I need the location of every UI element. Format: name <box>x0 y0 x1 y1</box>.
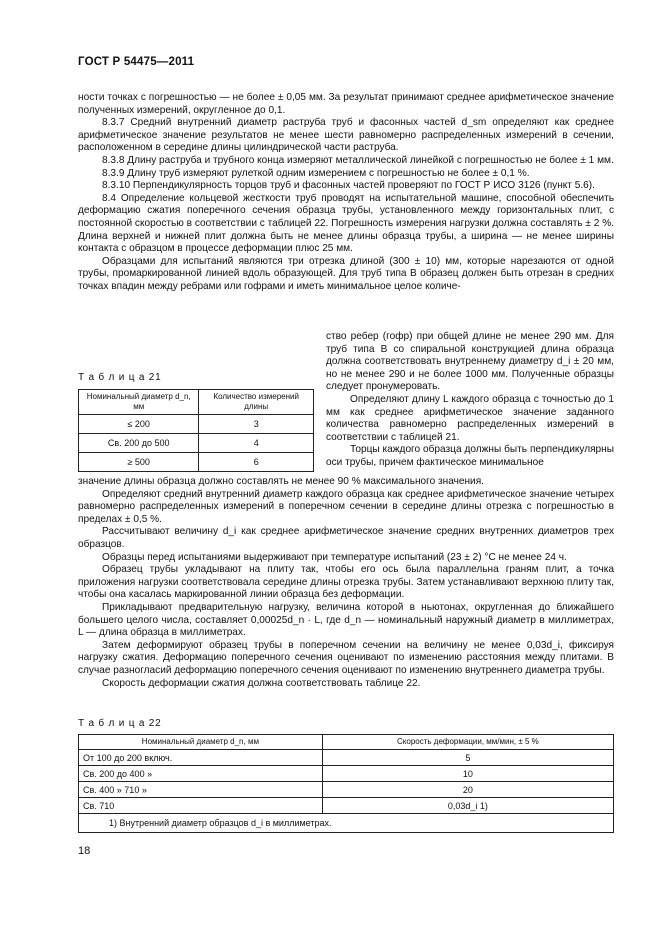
paragraph: Образцы перед испытаниями выдерживают при температуре испытаний (23 ± 2) °С не менее 24 ч. <box>102 551 567 563</box>
table21-header-diameter: Номинальный диаметр d_n, мм <box>79 390 199 415</box>
bottom-text-block <box>78 476 614 690</box>
paragraph: Определяют средний внутренний диаметр каждого образца как среднее арифметическое значение четырех равномерно распределенных измерений в поперечном сечении в середине длины отрезка с погрешностью в пределах ± 0,5 %. <box>78 488 614 525</box>
table-row <box>79 750 614 766</box>
table-cell: 10 <box>322 766 613 782</box>
paragraph: Скорость деформации сжатия должна соответствовать таблице 22. <box>102 677 421 689</box>
paragraph: 8.3.9 Длину труб измеряют рулеткой одним измерением с погрешностью не более ± 0,1 %. <box>102 167 530 179</box>
table-cell: Св. 400 » 710 » <box>79 782 323 798</box>
table-cell: От 100 до 200 включ. <box>79 750 323 766</box>
paragraph: ности точках с погрешностью — не более ± 0,05 мм. За результат принимают среднее арифметическое значение полученных измерений, округленное до 0,1. <box>78 92 614 116</box>
table-row <box>79 453 314 472</box>
table-cell: ≥ 500 <box>79 453 199 472</box>
wrapped-text-block <box>326 331 614 470</box>
table-row <box>79 415 314 434</box>
table-cell: Св. 710 <box>79 798 323 814</box>
paragraph: Затем деформируют образец трубы в поперечном сечении на величину не менее 0,03d_i, фиксируя нагрузку сжатия. Деформацию поперечного сечения оценивают по изменению расстояния между плитами. В случае разногласий деформацию поперечного сечения оценивают по изменению внутреннего диаметра трубы. <box>78 639 614 676</box>
table-21 <box>78 389 314 472</box>
document-header: ГОСТ Р 54475—2011 <box>78 56 195 68</box>
top-text-block <box>78 92 614 294</box>
paragraph: 8.3.8 Длину раструба и трубного конца измеряют металлической линейкой с погрешностью не более ± 1 мм. <box>102 154 614 166</box>
paragraph: ство ребер (гофр) при общей длине не менее 290 мм. Для труб типа В со спиральной конструкцией длина образца должна соответствовать внутреннему диаметру d_i ± 20 мм, но не менее 290 и не более 1000 мм. Полученные образцы следует пронумеровать. <box>326 331 614 393</box>
table-cell: 5 <box>322 750 613 766</box>
table22-header-diameter: Номинальный диаметр d_n, мм <box>79 735 323 750</box>
table22-header-speed: Скорость деформации, мм/мин, ± 5 % <box>322 735 613 750</box>
table-row <box>79 782 614 798</box>
table-cell: 0,03d_i 1) <box>322 798 613 814</box>
table-row <box>79 798 614 814</box>
paragraph: Рассчитывают величину d_i как среднее арифметическое значение средних внутренних диаметров трех образцов. <box>78 526 614 550</box>
table-cell: 20 <box>322 782 613 798</box>
page-number: 18 <box>78 845 91 857</box>
table-cell: 6 <box>199 453 314 472</box>
table-22 <box>78 734 614 833</box>
table-cell: Св. 200 до 500 <box>79 434 199 453</box>
paragraph: Торцы каждого образца должны быть перпендикулярны оси трубы, причем фактическое минимальное <box>326 444 614 468</box>
table-row <box>79 766 614 782</box>
table21-caption: Т а б л и ц а 21 <box>78 372 162 383</box>
table-cell: 4 <box>199 434 314 453</box>
paragraph: Образцами для испытаний являются три отрезка длиной (300 ± 10) мм, которые нарезаются от одной трубы, промаркированной линией вдоль образующей. Для труб типа В образец должен быть отрезан в средних точках впадин между ребрами или гофрами и иметь минимальное целое количе- <box>78 255 614 292</box>
table-row <box>79 434 314 453</box>
paragraph: значение длины образца должно составлять не менее 90 % максимального значения. <box>78 476 484 487</box>
paragraph: Прикладывают предварительную нагрузку, величина которой в ньютонах, округленная до ближайшего большего целого числа, составляет 0,00025d_n · L, где d_n — номинальный наружный диаметр в миллиметрах, L — длина образца в миллиметрах. <box>78 601 614 639</box>
paragraph: Определяют длину L каждого образца с точностью до 1 мм как среднее арифметическое значение заданного количества равномерно распределенных измерений в соответствии с таблицей 21. <box>326 393 614 443</box>
table-footnote-row <box>79 814 614 833</box>
table-cell: ≤ 200 <box>79 415 199 434</box>
paragraph: 8.3.10 Перпендикулярность торцов труб и фасонных частей проверяют по ГОСТ Р ИСО 3126 (пункт 5.6). <box>102 180 595 192</box>
table22-caption: Т а б л и ц а 22 <box>78 718 162 729</box>
paragraph: Образец трубы укладывают на плиту так, чтобы его ось была параллельна граням плит, а точка приложения нагрузки соответствовала середине длины отрезка трубы. Затем устанавливают верхнюю плиту так, чтобы она касалась маркированной линии образца без деформации. <box>78 564 614 601</box>
table-cell: Св. 200 до 400 » <box>79 766 323 782</box>
table-cell: 3 <box>199 415 314 434</box>
paragraph: 8.4 Определение кольцевой жесткости труб проводят на испытательной машине, способной обеспечить деформацию сжатия поперечного сечения образца трубы, установленного между горизонтальных плит, с постоянной скоростью в соответствии с таблицей 22. Погрешность измерения нагрузки должна составлять ± 2 %. Длина верхней и нижней плит должна быть не менее длины образца трубы, а ширина — не менее ширины контакта с образцом в процессе деформации плюс 25 мм. <box>78 192 614 255</box>
table22-footnote: 1) Внутренний диаметр образцов d_i в миллиметрах. <box>79 814 614 833</box>
table21-header-count: Количество измерений длины <box>199 390 314 415</box>
paragraph: 8.3.7 Средний внутренний диаметр раструба труб и фасонных частей d_sm определяют как среднее арифметическое значение результатов не менее шести равномерно распределенных измерений в сечении, расположенном в середине длины цилиндрической части раструба. <box>78 117 614 154</box>
